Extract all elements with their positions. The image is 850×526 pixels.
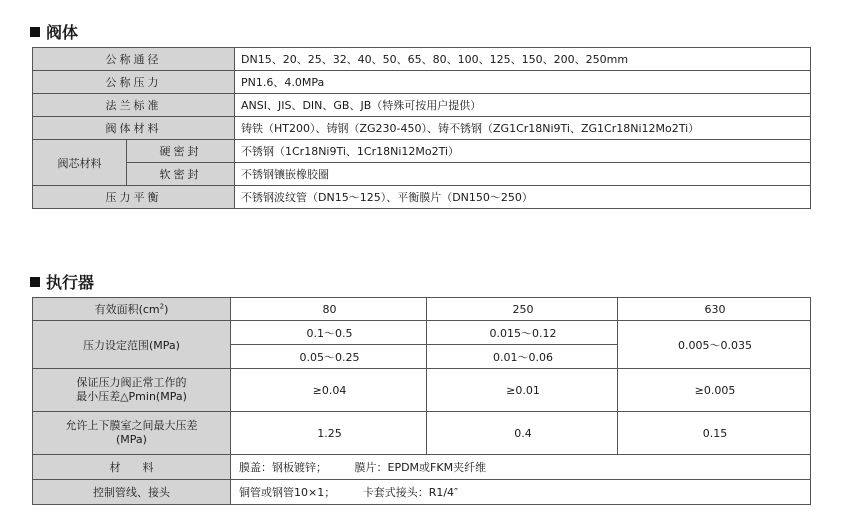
core-material-label: 阀芯材料 <box>33 140 127 186</box>
row-label: 公称通径 <box>33 48 235 71</box>
pressure-range-value: 0.005～0.035 <box>618 321 811 369</box>
table-row <box>33 71 811 94</box>
pressure-range-label: 压力设定范围(MPa) <box>33 321 231 369</box>
table-row <box>33 140 811 163</box>
table-row <box>33 480 811 505</box>
table-row <box>33 94 811 117</box>
table-row <box>33 412 811 455</box>
table-row <box>33 186 811 209</box>
table-row <box>33 163 811 186</box>
area-label: 有效面积$(cm^2)$ <box>33 298 231 321</box>
valve-body-heading <box>30 20 78 43</box>
pipe-value: 铜管或钢管10×1； 卡套式接头：R1/4″ <box>231 480 811 505</box>
table-row <box>33 117 811 140</box>
row-value: ANSI、JIS、DIN、GB、JB（特殊可按用户提供） <box>235 94 811 117</box>
table-row <box>33 321 811 345</box>
row-value: 不锈钢镶嵌橡胶圈 <box>235 163 811 186</box>
row-value: DN15、20、25、32、40、50、65、80、100、125、150、200、250mm <box>235 48 811 71</box>
min-diff-value: ≥0.04 <box>231 369 427 412</box>
row-label: 公称压力 <box>33 71 235 94</box>
row-value: 不锈钢（1Cr18Ni9Ti、1Cr18Ni12Mo2Ti） <box>235 140 811 163</box>
row-label: 软密封 <box>127 163 235 186</box>
area-value: 80 <box>231 298 427 321</box>
max-diff-value: 0.15 <box>618 412 811 455</box>
row-label: 法兰标准 <box>33 94 235 117</box>
square-bullet-icon <box>30 277 40 287</box>
pressure-range-value: 0.1～0.5 <box>231 321 427 345</box>
pressure-range-value: 0.01～0.06 <box>427 345 618 369</box>
table-row <box>33 48 811 71</box>
row-label: 硬密封 <box>127 140 235 163</box>
min-diff-value: ≥0.01 <box>427 369 618 412</box>
row-value: 不锈钢波纹管（DN15～125）、平衡膜片（DN150～250） <box>235 186 811 209</box>
max-diff-value: 1.25 <box>231 412 427 455</box>
row-label: 阀体材料 <box>33 117 235 140</box>
min-diff-label: 保证压力阀正常工作的 最小压差△Pmin(MPa) <box>33 369 231 412</box>
actuator-table <box>32 297 811 505</box>
pressure-range-value: 0.05～0.25 <box>231 345 427 369</box>
row-value: 铸铁（HT200）、铸钢（ZG230-450）、铸不锈钢（ZG1Cr18Ni9Ti、ZG1Cr18Ni12Mo2Ti） <box>235 117 811 140</box>
valve-body-table <box>32 47 811 209</box>
actuator-heading <box>30 270 94 293</box>
square-bullet-icon <box>30 27 40 37</box>
row-value: PN1.6、4.0MPa <box>235 71 811 94</box>
valve-body-title: 阀体 <box>46 23 79 42</box>
row-label: 压力平衡 <box>33 186 235 209</box>
table-row <box>33 455 811 480</box>
min-diff-value: ≥0.005 <box>618 369 811 412</box>
area-value: 250 <box>427 298 618 321</box>
table-row <box>33 298 811 321</box>
material-value: 膜盖：钢板镀锌； 膜片：EPDM或FKM夹纤维 <box>231 455 811 480</box>
material-label: 材 料 <box>33 455 231 480</box>
max-diff-value: 0.4 <box>427 412 618 455</box>
pipe-label: 控制管线、接头 <box>33 480 231 505</box>
table-row <box>33 369 811 412</box>
actuator-title: 执行器 <box>46 273 95 292</box>
pressure-range-value: 0.015～0.12 <box>427 321 618 345</box>
area-value: 630 <box>618 298 811 321</box>
max-diff-label: 允许上下膜室之间最大压差 (MPa) <box>33 412 231 455</box>
